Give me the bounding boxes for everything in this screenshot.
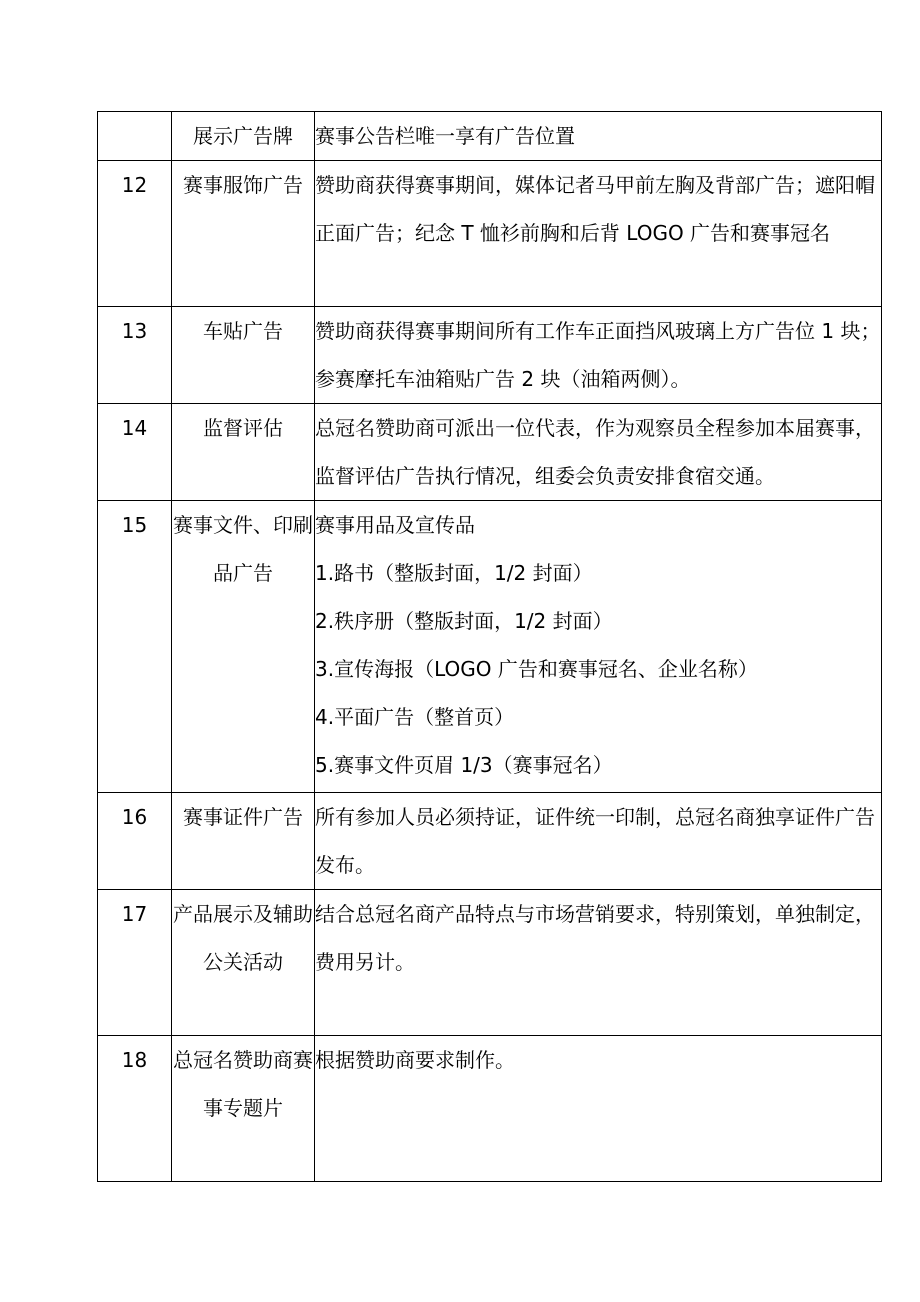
table-row xyxy=(98,112,882,161)
table-row xyxy=(98,501,882,793)
description-line: 赛事公告栏唯一享有广告位置 xyxy=(315,124,575,148)
description-line: 5.赛事文件页眉 1/3（赛事冠名） xyxy=(315,753,613,777)
description-line: 2.秩序册（整版封面，1/2 封面） xyxy=(315,609,613,633)
row-description xyxy=(315,1036,882,1182)
table-row xyxy=(98,890,882,1036)
row-number: 15 xyxy=(98,501,172,793)
row-description xyxy=(315,161,882,307)
row-number: 18 xyxy=(98,1036,172,1182)
sponsorship-table xyxy=(97,111,882,1182)
row-number: 16 xyxy=(98,793,172,890)
row-description xyxy=(315,404,882,501)
row-description xyxy=(315,501,882,793)
description-line: 赞助商获得赛事期间，媒体记者马甲前左胸及背部广告；遮阳帽正面广告；纪念 T 恤衫前胸和后背 LOGO 广告和赛事冠名 xyxy=(315,173,875,245)
row-item: 赛事服饰广告 xyxy=(172,161,315,307)
description-line: 1.路书（整版封面，1/2 封面） xyxy=(315,561,593,585)
description-line: 赞助商获得赛事期间所有工作车正面挡风玻璃上方广告位 1 块；参赛摩托车油箱贴广告 2 块（油箱两侧）。 xyxy=(315,319,881,391)
table-row xyxy=(98,793,882,890)
row-item: 赛事文件、印刷品广告 xyxy=(172,501,315,793)
description-line: 3.宣传海报（LOGO 广告和赛事冠名、企业名称） xyxy=(315,657,758,681)
table-row xyxy=(98,404,882,501)
table-row xyxy=(98,161,882,307)
row-number xyxy=(98,112,172,161)
row-description xyxy=(315,307,882,404)
row-item: 监督评估 xyxy=(172,404,315,501)
row-item: 车贴广告 xyxy=(172,307,315,404)
description-line: 总冠名赞助商可派出一位代表，作为观察员全程参加本届赛事，监督评估广告执行情况，组委会负责安排食宿交通。 xyxy=(315,416,875,488)
row-description xyxy=(315,890,882,1036)
row-number: 13 xyxy=(98,307,172,404)
row-number: 12 xyxy=(98,161,172,307)
row-item: 产品展示及辅助公关活动 xyxy=(172,890,315,1036)
table-row xyxy=(98,1036,882,1182)
row-item: 展示广告牌 xyxy=(172,112,315,161)
row-item: 总冠名赞助商赛事专题片 xyxy=(172,1036,315,1182)
description-line: 4.平面广告（整首页） xyxy=(315,705,515,729)
description-line: 结合总冠名商产品特点与市场营销要求，特别策划，单独制定，费用另计。 xyxy=(315,902,875,974)
row-item: 赛事证件广告 xyxy=(172,793,315,890)
description-line: 根据赞助商要求制作。 xyxy=(315,1048,515,1072)
description-line: 赛事用品及宣传品 xyxy=(315,513,475,537)
row-description xyxy=(315,793,882,890)
description-line: 所有参加人员必须持证，证件统一印制，总冠名商独享证件广告发布。 xyxy=(315,805,875,877)
row-number: 14 xyxy=(98,404,172,501)
table-row xyxy=(98,307,882,404)
row-number: 17 xyxy=(98,890,172,1036)
row-description xyxy=(315,112,882,161)
